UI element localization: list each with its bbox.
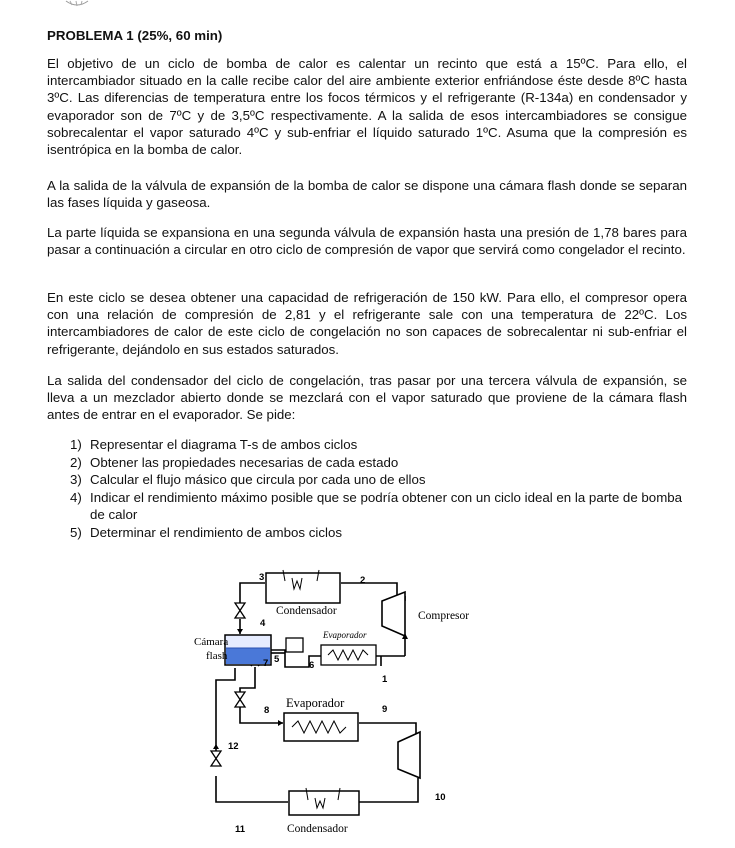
cycle-diagram (180, 556, 500, 841)
state-5: 5 (274, 654, 280, 665)
expansion-valve-1 (235, 603, 245, 618)
state-2: 2 (360, 575, 366, 586)
expansion-valve-2 (235, 692, 245, 707)
evaporator-small-label: Evaporador (323, 630, 367, 640)
list-text: Obtener las propiedades necesarias de cada estado (90, 454, 399, 470)
paragraph-3: La parte líquida se expansiona en una segunda válvula de expansión hasta una presión de 1,78 bares para pasar a continuación a circular en otro ciclo de compresión de vapor que servirá como congelador el recinto. (47, 225, 687, 258)
list-text: Determinar el rendimiento de ambos ciclos (90, 524, 343, 540)
expansion-valve-3 (211, 751, 221, 766)
flash-label-line2: flash (206, 650, 228, 662)
condenser-top-box (266, 573, 340, 603)
list-text: Representar el diagrama T-s de ambos ciclos (90, 437, 358, 452)
list-number: 2) (70, 454, 82, 470)
list-text: Calcular el flujo másico que circula por cada uno de ellos (90, 472, 426, 487)
flash-label-line1: Cámara (194, 636, 229, 648)
paragraph-4: En este ciclo se desea obtener una capacidad de refrigeración de 150 kW. Para ello, el compresor opera con una relación de compresión de 2,81 y el refrigerante sale con una temperatura de 22ºC. Los intercambiadores de calor de este ciclo de congelación no son capaces de sobrecalentar ni sub-enfriar el refrigerante, dejándolo en sus estados saturados. (47, 290, 687, 357)
list-text: Indicar el rendimiento máximo posible que se podría obtener con un ciclo ideal en la parte de bomba de calor (90, 489, 683, 522)
list-number: 5) (70, 524, 82, 540)
evaporator-big-box (284, 713, 358, 741)
header-logo-fragment (64, 0, 90, 10)
state-3: 3 (259, 572, 265, 583)
state-10: 10 (435, 792, 446, 803)
list-number: 1) (70, 437, 82, 452)
evaporator-big-label: Evaporador (286, 696, 345, 710)
list-item (47, 489, 687, 524)
paragraph-1: El objetivo de un ciclo de bomba de calor es calentar un recinto que está a 15ºC. Para ello, el intercambiador situado en la calle recibe calor del aire ambiente exterior enfriándose éste desde 8ºC hasta 3ºC. Las diferencias de temperatura entre los focos térmicos y el refrigerante (R-134a) en condensador y evaporador son de 7ºC y de 3,5ºC respectivamente. A la salida de esos intercambiadores se consigue sobrecalentar el vapor saturado 4ºC y sub-enfriar el líquido saturado 1ºC. Asuma que la compresión es isentrópica en la bomba de calor. (47, 56, 687, 158)
problem-title: PROBLEMA 1 (25%, 60 min) (47, 28, 223, 43)
state-9: 9 (382, 704, 388, 715)
list-item (47, 454, 687, 472)
list-number: 4) (70, 489, 82, 505)
state-11: 11 (235, 824, 246, 835)
question-list (47, 436, 687, 541)
state-7: 7 (263, 658, 269, 669)
condenser-bottom-label: Condensador (287, 823, 348, 835)
list-number: 3) (70, 472, 82, 487)
list-item (47, 471, 687, 489)
paragraph-5: La salida del condensador del ciclo de congelación, tras pasar por una tercera válvula de expansión, se lleva a un mezclador abierto donde se mezclará con el vapor saturado que proviene de la cámara flash antes de entrar en el evaporador. Se pide: (47, 373, 687, 423)
compressor-label: Compresor (418, 610, 470, 622)
list-item (47, 436, 687, 454)
state-1: 1 (382, 674, 388, 685)
state-6: 6 (309, 660, 315, 671)
paragraph-2: A la salida de la válvula de expansión de la bomba de calor se dispone una cámara flash donde se separan las fases líquida y gaseosa. (47, 178, 687, 211)
list-item (47, 524, 687, 542)
state-8: 8 (264, 705, 270, 716)
state-12: 12 (228, 741, 239, 752)
state-4: 4 (260, 618, 266, 629)
condenser-top-label: Condensador (276, 605, 337, 617)
